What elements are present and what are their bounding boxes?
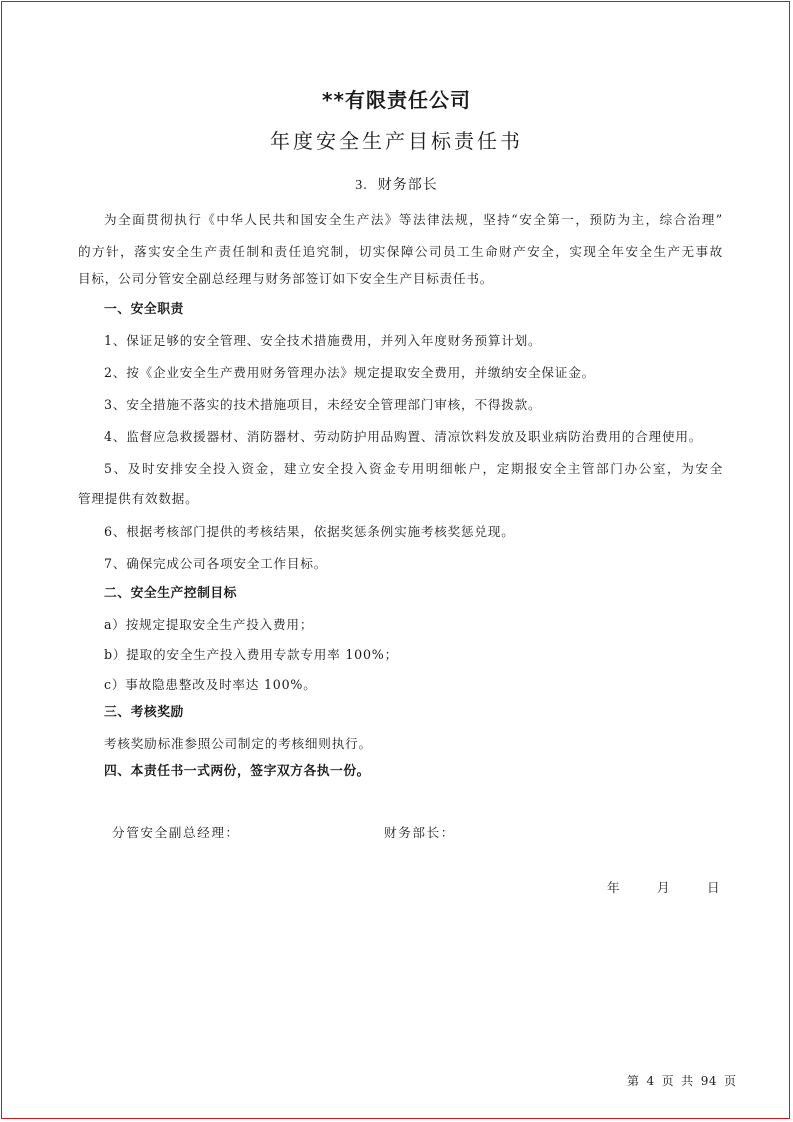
- section-2-item: b）提取的安全生产投入费用专款专用率 100%；: [104, 647, 398, 662]
- section-4-heading: 四、本责任书一式两份，签字双方各执一份。: [104, 764, 370, 779]
- subtitle-label: 财务部长: [377, 177, 438, 193]
- section-3-heading: 三、考核奖励: [104, 705, 184, 720]
- intro-line-2: 的方针，落实安全生产责任制和责任追究制，切实保障公司员工生命财产安全，实现全年安全生产无事故: [78, 244, 723, 259]
- section-2-heading: 二、安全生产控制目标: [104, 586, 237, 601]
- footer-prefix: 第: [627, 1074, 640, 1088]
- footer-page-number: 4: [646, 1074, 655, 1088]
- section-1-item: 6、根据考核部门提供的考核结果，依据奖惩条例实施考核奖惩兑现。: [104, 524, 515, 539]
- section-1-item: 1、保证足够的安全管理、安全技术措施费用，并列入年度财务预算计划。: [104, 333, 542, 348]
- footer-total-unit: 页: [723, 1074, 737, 1088]
- footer-page-unit: 页: [661, 1074, 675, 1088]
- section-1-item: 3、安全措施不落实的技术措施项目，未经安全管理部门审核，不得拨款。: [104, 397, 542, 412]
- intro-line-1: 为全面贯彻执行《中华人民共和国安全生产法》等法律法规，坚持“安全第一，预防为主，综合治理”: [104, 212, 723, 227]
- company-title: **有限责任公司: [322, 88, 471, 112]
- subtitle-number: 3.: [355, 178, 368, 193]
- signature-right-label: 财务部长：: [384, 825, 455, 840]
- date-year: 年: [607, 880, 620, 895]
- section-1-item: 7、确保完成公司各项安全工作目标。: [104, 556, 328, 571]
- document-subtitle: [0, 174, 793, 194]
- date-month: 月: [657, 880, 670, 895]
- intro-line-3: 目标，公司分管安全副总经理与财务部签订如下安全生产目标责任书。: [78, 271, 494, 286]
- footer-total-pages: 94: [700, 1074, 717, 1088]
- section-1-item-continuation: 管理提供有效数据。: [78, 491, 199, 506]
- document-title: 年度安全生产目标责任书: [270, 129, 523, 153]
- section-1-item: 4、监督应急救援器材、消防器材、劳动防护用品购置、清凉饮料发放及职业病防治费用的合理使用。: [104, 429, 703, 444]
- signature-left-label: 分管安全副总经理：: [112, 825, 240, 840]
- page-footer: [627, 1072, 743, 1089]
- footer-total-prefix: 共: [681, 1074, 694, 1088]
- date-day: 日: [707, 880, 720, 895]
- section-1-item: 2、按《企业安全生产费用财务管理办法》规定提取安全费用，并缴纳安全保证金。: [104, 365, 595, 380]
- section-2-item: a）按规定提取安全生产投入费用；: [104, 617, 314, 632]
- section-3-text: 考核奖励标准参照公司制定的考核细则执行。: [104, 736, 372, 751]
- section-1-item: 5、及时安排安全投入资金，建立安全投入资金专用明细帐户，定期报安全主管部门办公室，为安全: [104, 461, 723, 476]
- section-1-heading: 一、安全职责: [104, 302, 184, 317]
- section-2-item: c）事故隐患整改及时率达 100%。: [104, 677, 317, 692]
